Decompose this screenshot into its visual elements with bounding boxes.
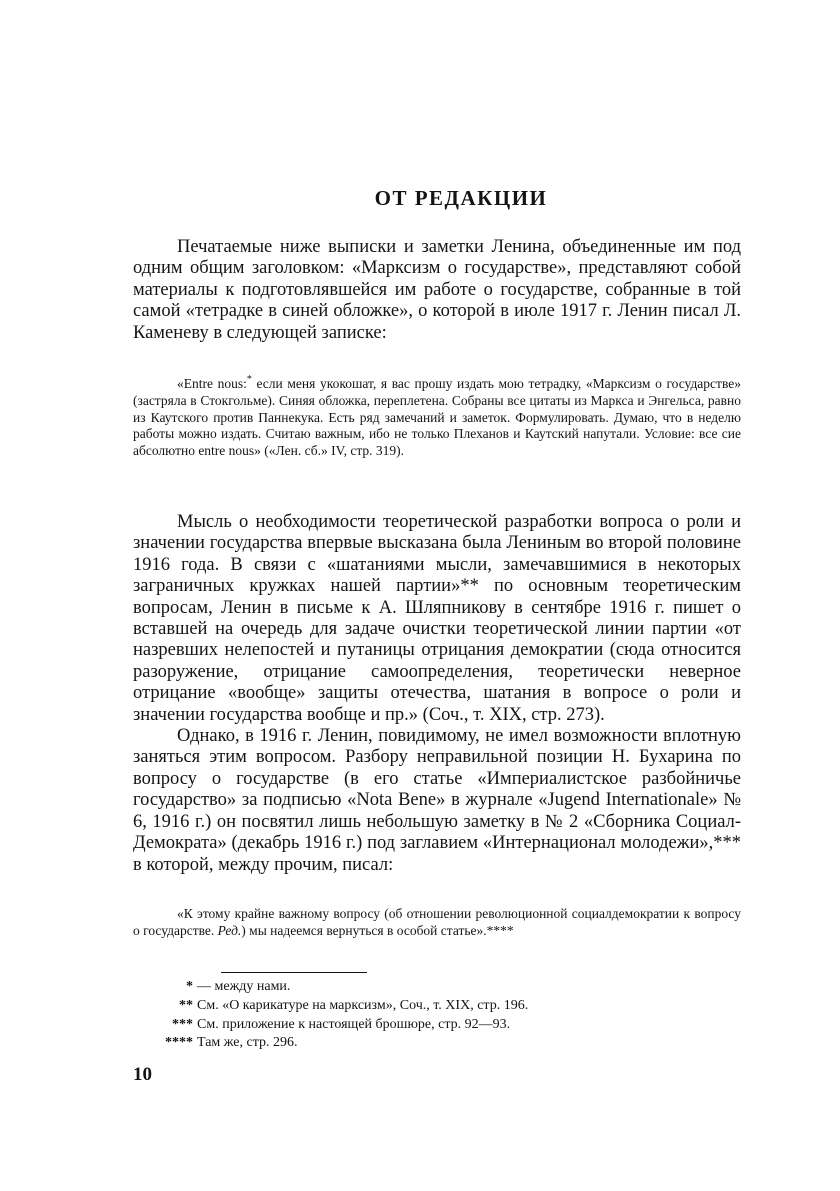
paragraph-2: Мысль о необходимости теоретической разработки вопроса о роли и значении государства впервые высказана была Лениным во второй половине 1916 года. В связи с «шатаниями мысли, замечавшимися в некоторых заграничных кружках нашей партии»** по основным теоретическим вопросам, Ленин в письме к А. Шляпникову в сентябре 1916 г. пишет о вставшей на очередь для задаче очистки теоретической линии партии «от назревших нелепостей и путаницы отрицания демократии (сюда относится разоружение, отрицание самоопределения, теоретически неверное отрицание «вообще» защиты отечества, шатания в вопросе о роли и значении государства вообще и пр.» (Соч., т. XIX, стр. 273). [133, 512, 741, 725]
footnote [133, 1034, 741, 1053]
intro-paragraph [133, 237, 741, 344]
footnote-marker: *** [172, 1016, 193, 1032]
lenin-note-quote [133, 372, 741, 460]
article-quote [133, 906, 741, 940]
editor-abbrev: Ред. [217, 922, 242, 938]
footnotes [133, 978, 741, 1053]
page-number: 10 [133, 1064, 152, 1085]
footnote-text: — между нами. [197, 979, 291, 994]
footnote-divider [221, 972, 367, 973]
main-paragraphs [133, 512, 741, 876]
footnote [133, 997, 741, 1016]
paragraph-3: Однако, в 1916 г. Ленин, повидимому, не имел возможности вплотную заняться этим вопросом. Разбору неправильной позиции Н. Бухарина по вопросу о государстве (в его статье «Империалистское разбойничье государство» за подписью «Nota Bene» в журнале «Jugend Internationale» № 6, 1916 г.) он посвятил лишь небольшую заметку в № 2 «Сборника Социал-Демократа» (декабрь 1916 г.) под заглавием «Интернационал молодежи»,*** в которой, между прочим, писал: [133, 726, 741, 875]
footnote-text: Там же, стр. 296. [197, 1035, 298, 1051]
quote1-start: «Entre nous: [177, 376, 247, 391]
footnote-marker: **** [165, 1035, 193, 1051]
footnote [133, 1016, 741, 1035]
footnote-marker: * [186, 979, 193, 994]
footnote-mark: * [246, 374, 252, 385]
footnote-text: См. приложение к настоящей брошюре, стр. 92—93. [197, 1016, 511, 1032]
page-title: ОТ РЕДАКЦИИ [374, 186, 548, 210]
footnote-marker: ** [179, 997, 193, 1013]
document-page [133, 0, 741, 1191]
quote2-start: «К этому крайне важному вопросу (об отношении революционной социалдемократии к вопросу о государстве. [133, 906, 741, 938]
footnote-text: См. «О карикатуре на марксизм», Соч., т. XIX, стр. 196. [197, 997, 529, 1013]
intro-text: Печатаемые ниже выписки и заметки Ленина, объединенные им под одним общим заголовком: «Марксизм о государстве», представляют собой материалы к подготовлявшейся им работе о государстве, собранные в той самой «тетрадке в синей обложке», о которой в июле 1917 г. Ленин писал Л. Каменеву в следующей записке: [133, 237, 741, 343]
quote1-rest: если меня укокошат, я вас прошу издать мою тетрадку, «Марксизм о государстве» (застряла в Стокгольме). Синяя обложка, переплетена. Собраны все цитаты из Маркса и Энгельса, равно из Каутского против Паннекука. Есть ряд замечаний и заметок. Формулировать. Думаю, что в неделю работы можно издать. Считаю важным, ибо не только Плеханов и Каутский напутали. Условие: все сие абсолютно entre nous» («Лен. сб.» IV, стр. 319). [133, 376, 741, 459]
quote2-rest: ) мы надеемся вернуться в особой статье».**** [241, 922, 514, 938]
footnote [133, 978, 741, 997]
